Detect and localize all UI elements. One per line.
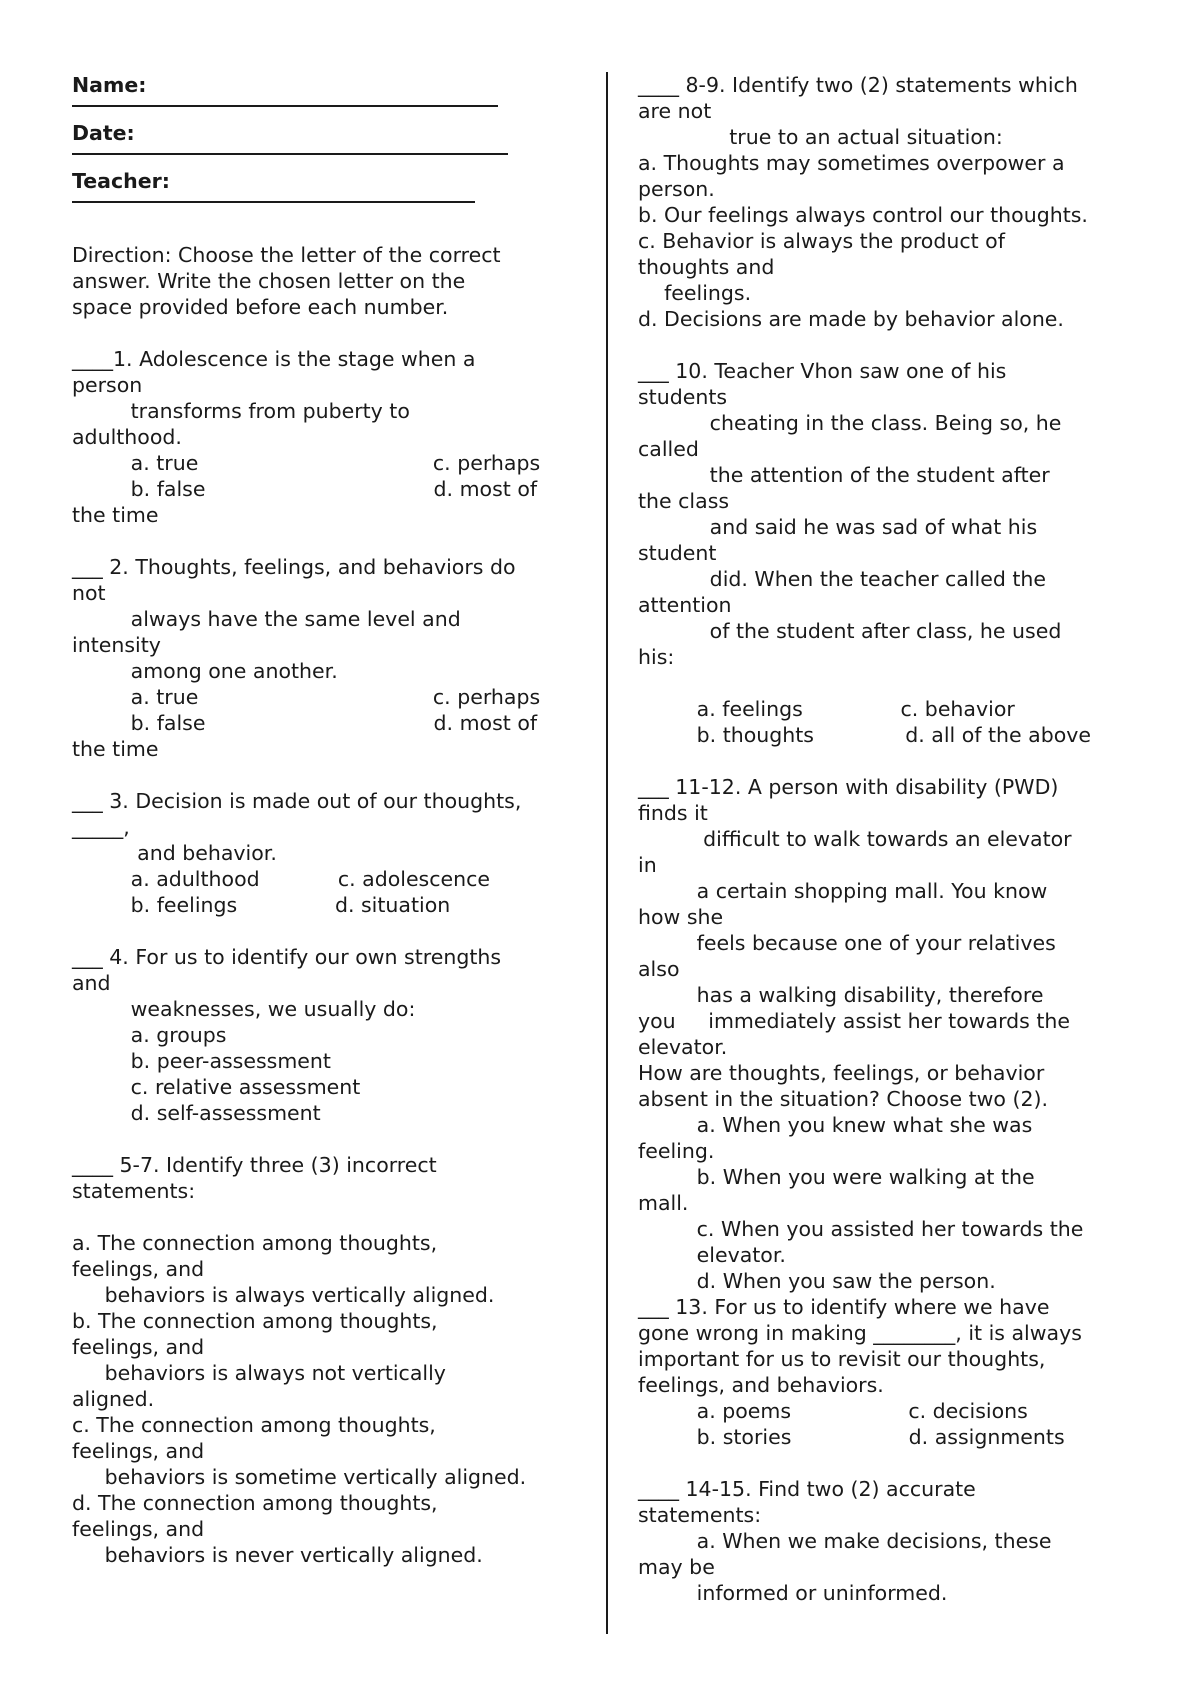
name-answer-line[interactable]: [72, 105, 498, 107]
text-line: feelings, and: [72, 1257, 205, 1281]
text-line: and said he was sad of what his: [638, 515, 1038, 539]
text-line: elevator.: [638, 1243, 786, 1267]
text-line: behaviors is never vertically aligned.: [72, 1543, 483, 1567]
text-line: feeling.: [638, 1139, 715, 1163]
question-5-7: [72, 1152, 592, 1568]
text-line: person: [72, 373, 143, 397]
text-line: d. Decisions are made by behavior alone.: [638, 307, 1064, 331]
text-line: b. When you were walking at the: [638, 1165, 1035, 1189]
text-line: the attention of the student after: [638, 463, 1050, 487]
text-line: ___ 2. Thoughts, feelings, and behaviors do: [72, 555, 516, 579]
text-line: ____ 5-7. Identify three (3) incorrect: [72, 1153, 437, 1177]
text-line: ___ 11-12. A person with disability (PWD): [638, 775, 1059, 799]
text-line: a certain shopping mall. You know: [638, 879, 1048, 903]
column-divider: [606, 72, 608, 1634]
text-line: behaviors is sometime vertically aligned.: [72, 1465, 527, 1489]
text-line: always have the same level and: [72, 607, 461, 631]
left-column: [72, 72, 592, 1568]
question-13: [638, 1294, 1158, 1450]
text-line: [638, 670, 1158, 696]
text-line: informed or uninformed.: [638, 1581, 948, 1605]
right-column: [638, 72, 1158, 1606]
text-line: feelings, and: [72, 1439, 205, 1463]
text-line: cheating in the class. Being so, he: [638, 411, 1062, 435]
teacher-label: Teacher:: [72, 169, 170, 193]
text-line: how she: [638, 905, 724, 929]
text-line: gone wrong in making ________, it is always: [638, 1321, 1082, 1345]
text-line: statements:: [72, 1179, 196, 1203]
text-line: a. adulthood c. adolescence: [72, 867, 490, 891]
text-line: _____,: [72, 815, 130, 839]
text-line: ___ 4. For us to identify our own strengths: [72, 945, 502, 969]
text-line: feelings, and: [72, 1517, 205, 1541]
text-line: behaviors is always vertically aligned.: [72, 1283, 495, 1307]
text-line: person.: [638, 177, 715, 201]
text-line: ____1. Adolescence is the stage when a: [72, 347, 476, 371]
text-line: did. When the teacher called the: [638, 567, 1047, 591]
text-line: How are thoughts, feelings, or behavior: [638, 1061, 1045, 1085]
date-answer-line[interactable]: [72, 153, 508, 155]
text-line: student: [638, 541, 717, 565]
text-line: ___ 10. Teacher Vhon saw one of his: [638, 359, 1007, 383]
text-line: has a walking disability, therefore: [638, 983, 1044, 1007]
text-line: c. When you assisted her towards the: [638, 1217, 1084, 1241]
text-line: a. Thoughts may sometimes overpower a: [638, 151, 1065, 175]
text-line: feelings.: [638, 281, 752, 305]
text-line: in: [638, 853, 657, 877]
text-line: c. relative assessment: [72, 1075, 361, 1099]
text-line: b. Our feelings always control our thoughts.: [638, 203, 1088, 227]
text-line: of the student after class, he used: [638, 619, 1062, 643]
text-line: a. groups: [72, 1023, 227, 1047]
question-2: [72, 554, 592, 762]
name-label: Name:: [72, 73, 147, 97]
text-line: his:: [638, 645, 675, 669]
text-line: a. The connection among thoughts,: [72, 1231, 438, 1255]
text-line: you immediately assist her towards the: [638, 1009, 1070, 1033]
question-8-9: [638, 72, 1158, 332]
text-line: among one another.: [72, 659, 338, 683]
text-line: d. self-assessment: [72, 1101, 321, 1125]
text-line: b. peer-assessment: [72, 1049, 331, 1073]
question-10: [638, 358, 1158, 748]
text-line: true to an actual situation:: [638, 125, 1003, 149]
text-line: a. true c. perhaps: [72, 685, 541, 709]
text-line: feelings, and: [72, 1335, 205, 1359]
text-line: are not: [638, 99, 712, 123]
text-line: b. false d. most of: [72, 711, 538, 735]
text-line: the time: [72, 503, 159, 527]
text-line: behaviors is always not vertically: [72, 1361, 446, 1385]
direction-text: [72, 242, 592, 320]
text-line: a. poems c. decisions: [638, 1399, 1028, 1423]
text-line: d. When you saw the person.: [638, 1269, 996, 1293]
text-line: a. true c. perhaps: [72, 451, 541, 475]
text-line: weaknesses, we usually do:: [72, 997, 416, 1021]
text-line: feelings, and behaviors.: [638, 1373, 884, 1397]
text-line: thoughts and: [638, 255, 775, 279]
text-line: a. When you knew what she was: [638, 1113, 1033, 1137]
text-line: b. stories d. assignments: [638, 1425, 1065, 1449]
text-line: difficult to walk towards an elevator: [638, 827, 1072, 851]
text-line: and: [72, 971, 111, 995]
question-1: [72, 346, 592, 528]
teacher-answer-line[interactable]: [72, 201, 475, 203]
text-line: called: [638, 437, 699, 461]
text-line: also: [638, 957, 680, 981]
text-line: aligned.: [72, 1387, 155, 1411]
text-line: the class: [638, 489, 730, 513]
text-line: mall.: [638, 1191, 689, 1215]
text-line: Direction: Choose the letter of the correct: [72, 243, 501, 267]
text-line: elevator.: [638, 1035, 728, 1059]
text-line: adulthood.: [72, 425, 182, 449]
text-line: c. Behavior is always the product of: [638, 229, 1005, 253]
text-line: d. The connection among thoughts,: [72, 1491, 438, 1515]
text-line: statements:: [638, 1503, 762, 1527]
text-line: important for us to revisit our thoughts,: [638, 1347, 1046, 1371]
text-line: ___ 3. Decision is made out of our thoughts,: [72, 789, 522, 813]
date-label: Date:: [72, 121, 135, 145]
text-line: intensity: [72, 633, 161, 657]
text-line: b. feelings d. situation: [72, 893, 451, 917]
question-4: [72, 944, 592, 1126]
text-line: b. false d. most of: [72, 477, 538, 501]
question-11-12: [638, 774, 1158, 1294]
question-3: [72, 788, 592, 918]
text-line: a. When we make decisions, these: [638, 1529, 1052, 1553]
text-line: space provided before each number.: [72, 295, 449, 319]
text-line: transforms from puberty to: [72, 399, 410, 423]
text-line: finds it: [638, 801, 708, 825]
question-14-15: [638, 1476, 1158, 1606]
text-line: absent in the situation? Choose two (2).: [638, 1087, 1049, 1111]
text-line: students: [638, 385, 728, 409]
text-line: feels because one of your relatives: [638, 931, 1056, 955]
text-line: the time: [72, 737, 159, 761]
text-line: [72, 1204, 592, 1230]
text-line: b. thoughts d. all of the above: [638, 723, 1092, 747]
text-line: a. feelings c. behavior: [638, 697, 1015, 721]
text-line: b. The connection among thoughts,: [72, 1309, 438, 1333]
text-line: ___ 13. For us to identify where we have: [638, 1295, 1050, 1319]
text-line: not: [72, 581, 106, 605]
text-line: ____ 14-15. Find two (2) accurate: [638, 1477, 976, 1501]
text-line: c. The connection among thoughts,: [72, 1413, 436, 1437]
text-line: ____ 8-9. Identify two (2) statements which: [638, 73, 1078, 97]
text-line: attention: [638, 593, 732, 617]
text-line: may be: [638, 1555, 715, 1579]
text-line: and behavior.: [72, 841, 277, 865]
text-line: answer. Write the chosen letter on the: [72, 269, 466, 293]
